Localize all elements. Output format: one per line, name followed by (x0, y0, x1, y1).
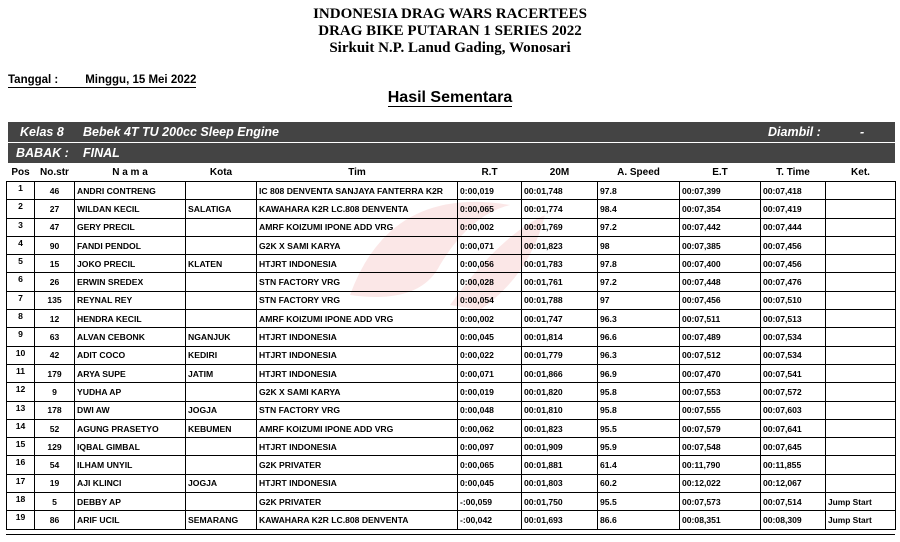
cell-pos: 16 (7, 456, 35, 474)
cell-no-start: 9 (35, 383, 75, 401)
cell-name: ARYA SUPE (75, 364, 186, 382)
cell-no-start: 15 (35, 255, 75, 273)
cell-ket (826, 456, 896, 474)
cell-name: ANDRI CONTRENG (75, 182, 186, 200)
col-speed: A. Speed (617, 167, 660, 178)
table-row (7, 493, 896, 511)
cell-city: KLATEN (186, 255, 257, 273)
cell-ket (826, 419, 896, 437)
cell-no-start: 12 (35, 310, 75, 328)
cell-no-start: 47 (35, 218, 75, 236)
cell-speed: 86.6 (598, 511, 680, 529)
cell-speed: 96.6 (598, 328, 680, 346)
cell-et: 00:07,399 (680, 182, 761, 200)
cell-no-start: 129 (35, 438, 75, 456)
event-series: DRAG BIKE PUTARAN 1 SERIES 2022 (318, 23, 582, 39)
cell-speed: 97 (598, 291, 680, 309)
cell-team: HTJRT INDONESIA (257, 346, 458, 364)
cell-speed: 97.2 (598, 218, 680, 236)
cell-name: ILHAM UNYIL (75, 456, 186, 474)
cell-20m: 00:01,761 (522, 273, 598, 291)
cell-city: KEDIRI (186, 346, 257, 364)
cell-et: 00:07,354 (680, 200, 761, 218)
cell-team: HTJRT INDONESIA (257, 328, 458, 346)
cell-name: DEBBY AP (75, 493, 186, 511)
cell-rt: 0:00,071 (458, 364, 522, 382)
cell-speed: 95.5 (598, 493, 680, 511)
cell-team: HTJRT INDONESIA (257, 474, 458, 492)
cell-20m: 00:01,774 (522, 200, 598, 218)
cell-pos: 15 (7, 438, 35, 456)
col-team: Tim (348, 167, 366, 178)
cell-pos: 8 (7, 310, 35, 328)
cell-rt: 0:00,045 (458, 328, 522, 346)
cell-pos: 18 (7, 493, 35, 511)
cell-total-time: 00:07,541 (761, 364, 826, 382)
event-venue: Sirkuit N.P. Lanud Gading, Wonosari (329, 40, 571, 56)
cell-no-start: 86 (35, 511, 75, 529)
cell-pos: 1 (7, 182, 35, 200)
table-row (7, 182, 896, 200)
cell-pos: 10 (7, 346, 35, 364)
cell-speed: 98.4 (598, 200, 680, 218)
cell-team: STN FACTORY VRG (257, 273, 458, 291)
table-row (7, 401, 896, 419)
cell-ket (826, 236, 896, 254)
col-city: Kota (209, 167, 233, 178)
babak-value: FINAL (83, 146, 120, 160)
diambil-value: - (860, 125, 865, 139)
cell-et: 00:11,790 (680, 456, 761, 474)
cell-pos: 11 (7, 364, 35, 382)
cell-city (186, 310, 257, 328)
cell-city (186, 383, 257, 401)
cell-speed: 61.4 (598, 456, 680, 474)
col-total-time: T. Time (776, 167, 810, 178)
cell-ket (826, 328, 896, 346)
table-row (7, 456, 896, 474)
cell-rt: 0:00,054 (458, 291, 522, 309)
cell-rt: 0:00,019 (458, 182, 522, 200)
cell-pos: 19 (7, 511, 35, 529)
cell-team: KAWAHARA K2R LC.808 DENVENTA (257, 511, 458, 529)
cell-name: ERWIN SREDEX (75, 273, 186, 291)
cell-no-start: 54 (35, 456, 75, 474)
cell-total-time: 00:07,572 (761, 383, 826, 401)
cell-20m: 00:01,814 (522, 328, 598, 346)
cell-total-time: 00:07,456 (761, 255, 826, 273)
cell-team: G2K PRIVATER (257, 493, 458, 511)
cell-name: JOKO PRECIL (75, 255, 186, 273)
cell-speed: 97.8 (598, 182, 680, 200)
cell-city (186, 218, 257, 236)
col-name: N a m a (112, 167, 148, 178)
cell-total-time: 00:07,444 (761, 218, 826, 236)
cell-et: 00:07,548 (680, 438, 761, 456)
cell-pos: 2 (7, 200, 35, 218)
cell-20m: 00:01,803 (522, 474, 598, 492)
cell-speed: 97.8 (598, 255, 680, 273)
cell-et: 00:07,579 (680, 419, 761, 437)
cell-rt: 0:00,022 (458, 346, 522, 364)
cell-20m: 00:01,769 (522, 218, 598, 236)
cell-pos: 3 (7, 218, 35, 236)
cell-20m: 00:01,881 (522, 456, 598, 474)
cell-et: 00:07,442 (680, 218, 761, 236)
cell-rt: 0:00,097 (458, 438, 522, 456)
cell-speed: 95.9 (598, 438, 680, 456)
cell-et: 00:07,385 (680, 236, 761, 254)
cell-rt: 0:00,056 (458, 255, 522, 273)
cell-pos: 17 (7, 474, 35, 492)
cell-ket (826, 291, 896, 309)
cell-total-time: 00:07,510 (761, 291, 826, 309)
cell-city (186, 182, 257, 200)
cell-rt: 0:00,002 (458, 218, 522, 236)
cell-total-time: 00:07,645 (761, 438, 826, 456)
cell-speed: 97.2 (598, 273, 680, 291)
cell-team: AMRF KOIZUMI IPONE ADD VRG (257, 218, 458, 236)
cell-city (186, 273, 257, 291)
cell-team: G2K X SAMI KARYA (257, 383, 458, 401)
cell-ket (826, 474, 896, 492)
cell-name: DWI AW (75, 401, 186, 419)
cell-rt: 0:00,019 (458, 383, 522, 401)
cell-team: AMRF KOIZUMI IPONE ADD VRG (257, 419, 458, 437)
cell-team: STN FACTORY VRG (257, 291, 458, 309)
cell-city: JOGJA (186, 474, 257, 492)
table-row (7, 346, 896, 364)
cell-et: 00:07,512 (680, 346, 761, 364)
cell-no-start: 42 (35, 346, 75, 364)
cell-total-time: 00:12,067 (761, 474, 826, 492)
cell-name: WILDAN KECIL (75, 200, 186, 218)
cell-pos: 12 (7, 383, 35, 401)
cell-speed: 95.8 (598, 401, 680, 419)
babak-bar (8, 143, 895, 163)
cell-speed: 96.9 (598, 364, 680, 382)
cell-pos: 13 (7, 401, 35, 419)
cell-speed: 96.3 (598, 346, 680, 364)
cell-name: AGUNG PRASETYO (75, 419, 186, 437)
cell-city (186, 438, 257, 456)
cell-20m: 00:01,783 (522, 255, 598, 273)
cell-total-time: 00:07,476 (761, 273, 826, 291)
cell-rt: -:00,042 (458, 511, 522, 529)
date-value: Minggu, 15 Mei 2022 (85, 74, 197, 86)
cell-pos: 5 (7, 255, 35, 273)
cell-city: KEBUMEN (186, 419, 257, 437)
cell-total-time: 00:07,514 (761, 493, 826, 511)
table-row (7, 364, 896, 382)
cell-name: GERY PRECIL (75, 218, 186, 236)
cell-rt: 0:00,065 (458, 200, 522, 218)
cell-speed: 60.2 (598, 474, 680, 492)
cell-ket (826, 401, 896, 419)
col-pos: Pos (11, 167, 30, 178)
event-title: INDONESIA DRAG WARS RACERTEES (313, 6, 587, 22)
cell-team: G2K PRIVATER (257, 456, 458, 474)
cell-total-time: 00:07,534 (761, 346, 826, 364)
cell-total-time: 00:11,855 (761, 456, 826, 474)
cell-no-start: 46 (35, 182, 75, 200)
date-label: Tanggal : (8, 74, 59, 86)
col-ket: Ket. (851, 167, 870, 178)
cell-20m: 00:01,788 (522, 291, 598, 309)
cell-total-time: 00:07,534 (761, 328, 826, 346)
cell-rt: 0:00,028 (458, 273, 522, 291)
cell-city (186, 456, 257, 474)
cell-name: IQBAL GIMBAL (75, 438, 186, 456)
cell-ket (826, 346, 896, 364)
cell-et: 00:07,448 (680, 273, 761, 291)
cell-total-time: 00:07,603 (761, 401, 826, 419)
cell-20m: 00:01,748 (522, 182, 598, 200)
cell-speed: 98 (598, 236, 680, 254)
result-heading (0, 89, 900, 107)
cell-city: SALATIGA (186, 200, 257, 218)
table-row (7, 200, 896, 218)
cell-no-start: 90 (35, 236, 75, 254)
cell-rt: 0:00,062 (458, 419, 522, 437)
table-row (7, 419, 896, 437)
cell-pos: 14 (7, 419, 35, 437)
col-no-start: No.str (40, 167, 69, 178)
cell-name: YUDHA AP (75, 383, 186, 401)
cell-team: HTJRT INDONESIA (257, 255, 458, 273)
cell-city (186, 493, 257, 511)
cell-team: HTJRT INDONESIA (257, 364, 458, 382)
cell-pos: 6 (7, 273, 35, 291)
cell-et: 00:07,400 (680, 255, 761, 273)
cell-et: 00:08,351 (680, 511, 761, 529)
cell-no-start: 5 (35, 493, 75, 511)
cell-team: AMRF KOIZUMI IPONE ADD VRG (257, 310, 458, 328)
cell-total-time: 00:07,456 (761, 236, 826, 254)
cell-speed: 96.3 (598, 310, 680, 328)
cell-no-start: 26 (35, 273, 75, 291)
result-title: Hasil Sementara (387, 89, 513, 106)
table-row (7, 511, 896, 529)
cell-et: 00:07,573 (680, 493, 761, 511)
cell-name: FANDI PENDOL (75, 236, 186, 254)
cell-et: 00:07,489 (680, 328, 761, 346)
cell-et: 00:07,553 (680, 383, 761, 401)
cell-pos: 9 (7, 328, 35, 346)
cell-total-time: 00:07,513 (761, 310, 826, 328)
cell-ket (826, 255, 896, 273)
cell-no-start: 178 (35, 401, 75, 419)
class-name: Bebek 4T TU 200cc Sleep Engine (83, 125, 279, 139)
cell-20m: 00:01,810 (522, 401, 598, 419)
cell-ket (826, 182, 896, 200)
cell-20m: 00:01,909 (522, 438, 598, 456)
bottom-rule (6, 534, 895, 535)
cell-city (186, 291, 257, 309)
cell-team: KAWAHARA K2R LC.808 DENVENTA (257, 200, 458, 218)
cell-et: 00:07,470 (680, 364, 761, 382)
col-et: E.T (712, 167, 728, 178)
cell-20m: 00:01,820 (522, 383, 598, 401)
cell-ket (826, 200, 896, 218)
results-table (6, 164, 896, 530)
cell-pos: 7 (7, 291, 35, 309)
cell-team: G2K X SAMI KARYA (257, 236, 458, 254)
cell-team: HTJRT INDONESIA (257, 438, 458, 456)
cell-20m: 00:01,866 (522, 364, 598, 382)
cell-name: AJI KLINCI (75, 474, 186, 492)
cell-et: 00:12,022 (680, 474, 761, 492)
cell-city: NGANJUK (186, 328, 257, 346)
cell-ket: Jump Start (826, 493, 896, 511)
cell-name: ALVAN CEBONK (75, 328, 186, 346)
table-row (7, 218, 896, 236)
cell-et: 00:07,555 (680, 401, 761, 419)
cell-city: JOGJA (186, 401, 257, 419)
cell-ket (826, 383, 896, 401)
table-row (7, 310, 896, 328)
cell-et: 00:07,511 (680, 310, 761, 328)
cell-rt: 0:00,002 (458, 310, 522, 328)
cell-rt: -:00,059 (458, 493, 522, 511)
col-rt: R.T (481, 167, 498, 178)
cell-rt: 0:00,065 (458, 456, 522, 474)
cell-20m: 00:01,779 (522, 346, 598, 364)
cell-speed: 95.8 (598, 383, 680, 401)
cell-team: IC 808 DENVENTA SANJAYA FANTERRA K2R (257, 182, 458, 200)
cell-no-start: 179 (35, 364, 75, 382)
babak-label: BABAK : (16, 146, 69, 160)
cell-city: JATIM (186, 364, 257, 382)
table-row (7, 236, 896, 254)
cell-20m: 00:01,750 (522, 493, 598, 511)
class-label: Kelas 8 (20, 125, 64, 139)
table-row (7, 291, 896, 309)
cell-total-time: 00:08,309 (761, 511, 826, 529)
cell-rt: 0:00,048 (458, 401, 522, 419)
date-line (8, 74, 196, 88)
class-bar (8, 122, 895, 142)
cell-ket (826, 438, 896, 456)
cell-pos: 4 (7, 236, 35, 254)
cell-total-time: 00:07,641 (761, 419, 826, 437)
diambil-label: Diambil : (768, 125, 821, 139)
cell-ket (826, 364, 896, 382)
cell-total-time: 00:07,419 (761, 200, 826, 218)
cell-20m: 00:01,693 (522, 511, 598, 529)
cell-ket (826, 218, 896, 236)
table-row (7, 273, 896, 291)
cell-no-start: 52 (35, 419, 75, 437)
cell-20m: 00:01,747 (522, 310, 598, 328)
table-row (7, 255, 896, 273)
cell-name: REYNAL REY (75, 291, 186, 309)
table-row (7, 438, 896, 456)
cell-no-start: 135 (35, 291, 75, 309)
cell-no-start: 27 (35, 200, 75, 218)
cell-city (186, 236, 257, 254)
cell-city: SEMARANG (186, 511, 257, 529)
cell-ket (826, 310, 896, 328)
cell-team: STN FACTORY VRG (257, 401, 458, 419)
cell-no-start: 63 (35, 328, 75, 346)
cell-name: HENDRA KECIL (75, 310, 186, 328)
col-20m: 20M (549, 167, 570, 178)
table-row (7, 328, 896, 346)
cell-ket: Jump Start (826, 511, 896, 529)
cell-20m: 00:01,823 (522, 419, 598, 437)
cell-speed: 95.5 (598, 419, 680, 437)
cell-no-start: 19 (35, 474, 75, 492)
cell-rt: 0:00,045 (458, 474, 522, 492)
cell-et: 00:07,456 (680, 291, 761, 309)
cell-rt: 0:00,071 (458, 236, 522, 254)
cell-name: ARIF UCIL (75, 511, 186, 529)
cell-total-time: 00:07,418 (761, 182, 826, 200)
cell-20m: 00:01,823 (522, 236, 598, 254)
table-header-row (7, 164, 896, 182)
cell-ket (826, 273, 896, 291)
cell-name: ADIT COCO (75, 346, 186, 364)
table-row (7, 474, 896, 492)
table-row (7, 383, 896, 401)
